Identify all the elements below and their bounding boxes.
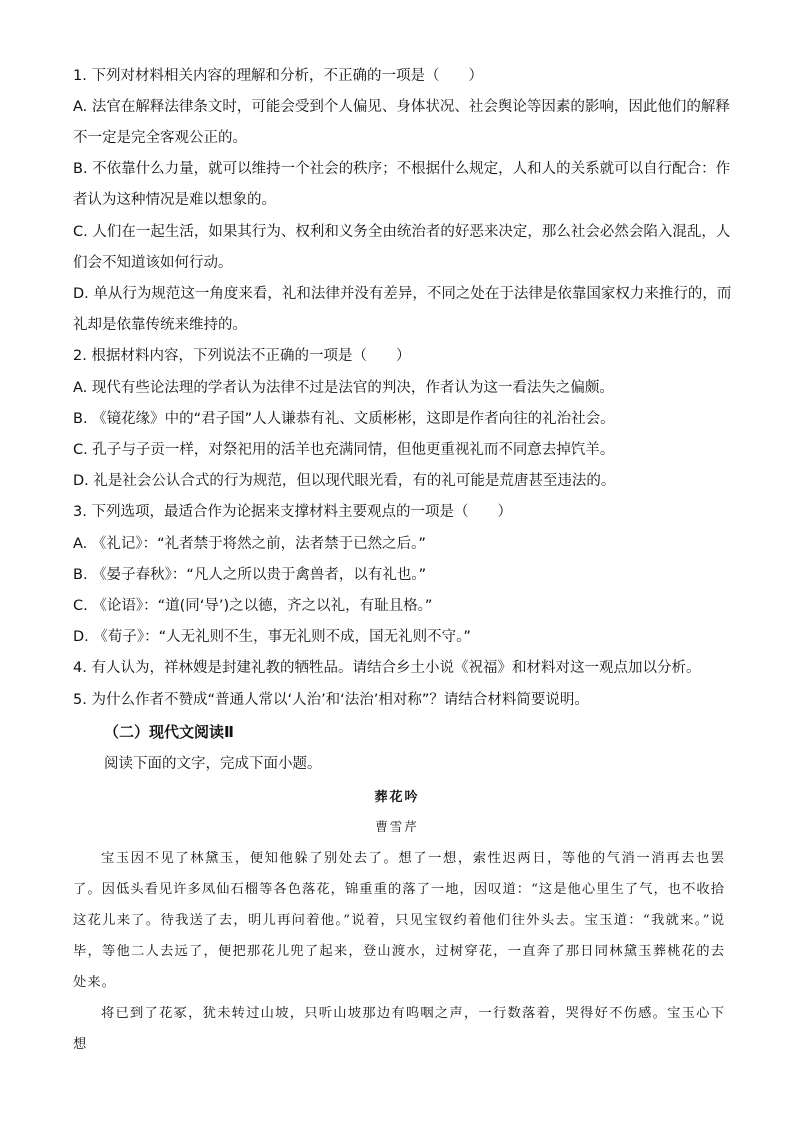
question-1-option-a-line2: 不一定是完全客观公正的。 — [73, 130, 247, 146]
question-3-stem: 3. 下列选项，最适合作为论据来支撑材料主要观点的一项是（ ） — [73, 504, 512, 520]
question-2-stem: 2. 根据材料内容，下列说法不正确的一项是（ ） — [73, 348, 411, 364]
question-2-option-c: C. 孔子与子贡一样，对祭祀用的活羊也充满同情，但他更重视礼而不同意去掉饩羊。 — [73, 442, 615, 458]
question-5: 5. 为什么作者不赞成“普通人常以‘人治’和‘法治’相对称”？请结合材料简要说明。 — [73, 692, 589, 708]
question-3-option-a: A. 《礼记》：“礼者禁于将然之前，法者禁于已然之后。” — [73, 536, 426, 552]
question-1-option-a-line1: A. 法官在解释法律条文时，可能会受到个人偏见、身体状况、社会舆论等因素的影响，因此他们的解释 — [73, 99, 730, 115]
question-1-option-d-line1: D. 单从行为规范这一角度来看，礼和法律并没有差异，不同之处在于法律是依靠国家权力来推行的，而 — [73, 286, 732, 302]
question-1-stem: 1. 下列对材料相关内容的理解和分析，不正确的一项是（ ） — [73, 68, 483, 84]
question-1-option-b-line1: B. 不依靠什么力量，就可以维持一个社会的秩序；不根据什么规定，人和人的关系就可以自行配合：作 — [73, 161, 731, 177]
question-1-option-c-line1: C. 人们在一起生活，如果其行为、权利和义务全由统治者的好恶来决定，那么社会必然会陷入混乱，人 — [73, 224, 731, 240]
question-1-option-b-line2: 者认为这种情况是难以想象的。 — [73, 192, 276, 208]
passage-author: 曹雪芹 — [375, 819, 419, 834]
passage-paragraph-1: 宝玉因不见了林黛玉，便知他躲了别处去了。想了一想，索性迟两日，等他的气消一消再去也罢了。因低头看见许多凤仙石榴等各色落花，锦重重的落了一地，因叹道：“这是他心里生了气，也不收拾这花儿来了。待我送了去，明儿再问着他。”说着，只见宝钗约着他们往外头去。宝玉道：“我就来。”说毕，等他二人去远了，便把那花儿兜了起来，登山渡水，过树穿花，一直奔了那日同林黛玉葬桃花的去处来。 — [73, 851, 725, 990]
question-2-option-b: B. 《镜花缘》中的“君子国”人人谦恭有礼、文质彬彬，这即是作者向往的礼治社会。 — [73, 411, 615, 427]
question-4: 4. 有人认为，祥林嫂是封建礼教的牺牲品。请结合乡土小说《祝福》和材料对这一观点加以分析。 — [73, 660, 701, 676]
question-3-option-c: C. 《论语》：“道(同‘导’)之以德，齐之以礼，有耻且格。” — [73, 598, 433, 614]
question-2-option-d: D. 礼是社会公认合式的行为规范，但以现代眼光看，有的礼可能是荒唐甚至违法的。 — [73, 473, 616, 489]
question-3-option-b: B. 《晏子春秋》：“凡人之所以贵于禽兽者，以有礼也。” — [73, 567, 427, 583]
question-1-option-d-line2: 礼却是依靠传统来维持的。 — [73, 317, 247, 333]
passage-paragraph-2: 将已到了花冢，犹未转过山坡，只听山坡那边有呜咽之声，一行数落着，哭得好不伤感。宝玉心下想 — [73, 1006, 725, 1052]
question-2-option-a: A. 现代有些论法理的学者认为法律不过是法官的判决，作者认为这一看法失之偏颇。 — [73, 380, 614, 396]
section-intro: 阅读下面的文字，完成下面小题。 — [104, 756, 322, 772]
section-heading: （二）现代文阅读Ⅱ — [104, 723, 234, 741]
question-3-option-d: D. 《荀子》：“人无礼则不生，事无礼则不成，国无礼则不守。” — [73, 629, 471, 645]
passage-title: 葬花吟 — [374, 790, 420, 805]
question-1-option-c-line2: 们会不知道该如何行动。 — [73, 255, 233, 271]
